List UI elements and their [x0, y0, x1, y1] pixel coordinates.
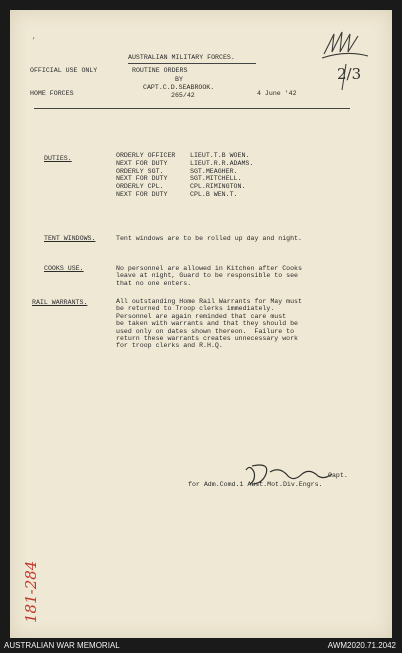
tent-windows-text: Tent windows are to be rolled up day and night.: [116, 235, 302, 242]
text-line: No personnel are allowed in Kitchen after Cooks: [116, 265, 302, 272]
text-line: for troop clerks and R.H.Q.: [116, 342, 223, 350]
footer-right: AWM2020.71.2042: [327, 641, 396, 650]
order-date: 4 June '42: [257, 90, 297, 97]
section-label-cooks-use: COOKS USE.: [44, 265, 84, 272]
official-use-label: OFFICIAL USE ONLY: [30, 67, 98, 74]
header-divider: [34, 108, 350, 109]
duty-name: SGT.MITCHELL.: [190, 175, 242, 183]
order-number: 265/42: [171, 92, 195, 99]
duty-role: NEXT FOR DUTY: [116, 191, 168, 198]
document-page: [4, 10, 396, 650]
duty-name: SGT.MEAGHER.: [190, 167, 238, 175]
duty-role: ORDERLY CPL.: [116, 183, 164, 191]
duty-name: CPL.RIMINGTON.: [190, 183, 246, 191]
handwritten-red-note: [18, 515, 42, 625]
duty-role: ORDERLY SGT.: [116, 167, 164, 175]
by-label: BY: [175, 76, 183, 83]
archive-footer: [0, 638, 402, 653]
text-line: All outstanding Home Rail Warrants for May must: [116, 298, 302, 305]
text-line: that no one enters.: [116, 279, 192, 287]
text-line: Personnel are again reminded that care must: [116, 312, 287, 320]
handwritten-red-note-text: 181-284: [22, 560, 40, 623]
rail-warrants-text: [116, 298, 302, 350]
duty-name: LIEUT.T.B WOEN.: [190, 152, 250, 159]
duty-name: CPL.B WEN.T.: [190, 191, 238, 198]
footer-left: AUSTRALIAN WAR MEMORIAL: [4, 641, 120, 650]
section-label-duties: DUTIES.: [44, 155, 72, 162]
document-title: AUSTRALIAN MILITARY FORCES.: [128, 54, 235, 61]
cooks-use-text: [116, 265, 302, 287]
signature-title: Capt.: [328, 472, 348, 479]
text-line: return these warrants creates unnecessary work: [116, 335, 299, 343]
signature-scribble-top: [320, 28, 372, 64]
home-forces-label: HOME FORCES: [30, 90, 74, 97]
issuing-officer: CAPT.C.D.SEABROOK.: [143, 84, 215, 91]
duty-name: LIEUT.R.R.ADAMS.: [190, 159, 254, 167]
duty-role: ORDERLY OFFICER: [116, 152, 176, 159]
text-line: be returned to Troop clerks immediately.: [116, 305, 275, 313]
routine-orders-title: ROUTINE ORDERS: [132, 67, 188, 74]
page-mark: 2/3: [337, 65, 362, 83]
title-underline: [128, 63, 256, 64]
signature-for-line: for Adm.Comd.1 Aust.Mot.Div.Engrs.: [188, 481, 323, 488]
text-line: used only on dates shown thereon. Failure to: [116, 327, 295, 335]
text-line: leave at night, Guard to be responsible to see: [116, 272, 299, 280]
duty-role: NEXT FOR DUTY: [116, 159, 168, 167]
pencil-mark: ,: [32, 33, 37, 41]
section-label-rail-warrants: RAIL WARRANTS.: [32, 299, 88, 306]
text-line: be taken with warrants and that they should be: [116, 320, 299, 328]
duty-role: NEXT FOR DUTY: [116, 175, 168, 183]
section-label-tent-windows: TENT WINDOWS.: [44, 235, 96, 242]
